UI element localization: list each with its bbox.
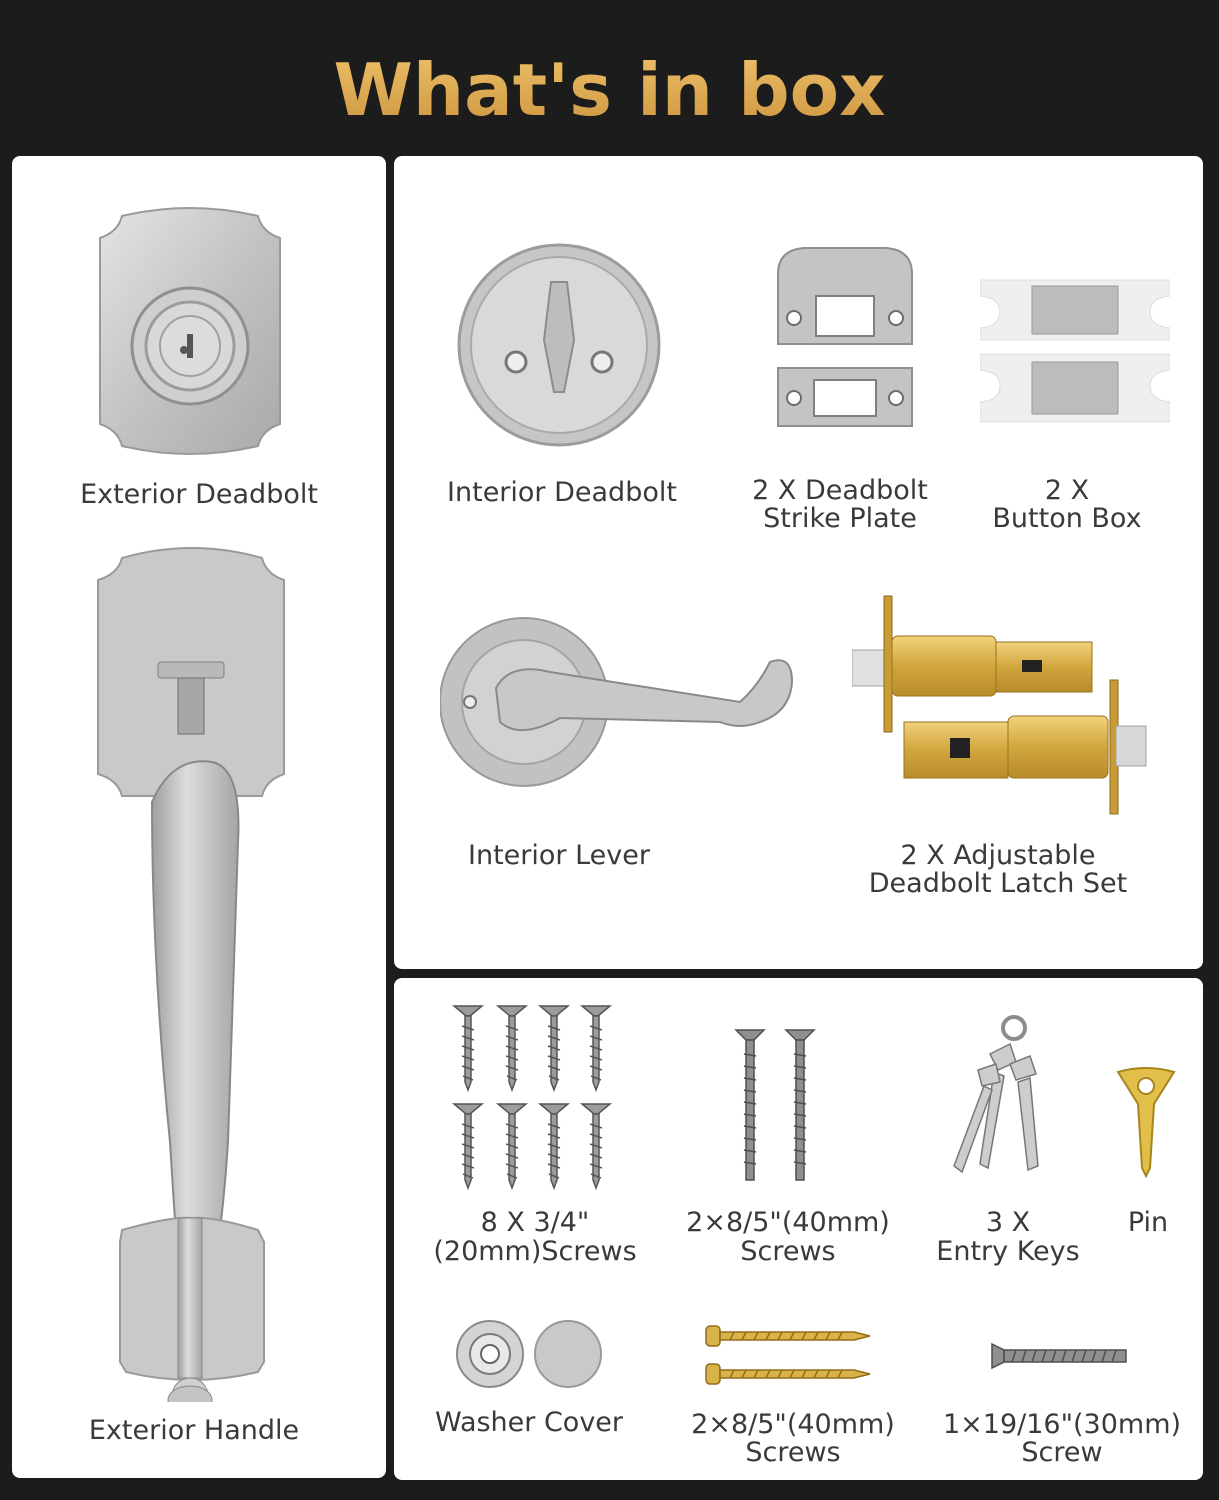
button-box-label-line2: Button Box xyxy=(992,503,1142,534)
long-screws-label-line1: 2×8/5"(40mm) xyxy=(686,1207,890,1238)
latch-set-image xyxy=(852,592,1152,818)
long-screws-label-line2: Screws xyxy=(740,1236,836,1267)
interior-lever-image xyxy=(440,612,802,792)
single-screw-image xyxy=(990,1340,1132,1372)
brass-screws-image xyxy=(704,1322,872,1390)
keys-label-line2: Entry Keys xyxy=(936,1236,1080,1267)
short-screws-image xyxy=(452,1002,622,1194)
brass-screws-label-line1: 2×8/5"(40mm) xyxy=(691,1409,895,1440)
exterior-handle-label: Exterior Handle xyxy=(88,1415,300,1446)
strike-plate-image xyxy=(774,244,916,432)
interior-deadbolt-label: Interior Deadbolt xyxy=(447,477,677,508)
exterior-handle-image xyxy=(92,542,292,1402)
single-screw-label-line2: Screw xyxy=(1021,1437,1103,1468)
pin-image xyxy=(1114,1064,1178,1180)
panel-exterior xyxy=(12,156,386,1478)
pin-label: Pin xyxy=(1127,1207,1169,1238)
brass-screws-label-line2: Screws xyxy=(745,1437,841,1468)
keys-image xyxy=(950,1014,1060,1182)
page-title: What's in box xyxy=(0,40,1219,140)
keys-label-line1: 3 X xyxy=(985,1207,1031,1238)
panel-hardware xyxy=(394,978,1203,1480)
button-box-image xyxy=(980,276,1170,426)
latch-set-label-line1: 2 X Adjustable xyxy=(900,840,1096,871)
exterior-deadbolt-image xyxy=(92,206,288,456)
strike-plate-label-line1: 2 X Deadbolt xyxy=(752,475,928,506)
short-screws-label-line2: (20mm)Screws xyxy=(433,1236,637,1267)
long-screws-image xyxy=(734,1024,822,1184)
interior-deadbolt-image xyxy=(456,242,662,448)
single-screw-label-line1: 1×19/16"(30mm) xyxy=(942,1409,1182,1440)
latch-set-label-line2: Deadbolt Latch Set xyxy=(868,868,1128,899)
short-screws-label-line1: 8 X 3/4" xyxy=(480,1207,590,1238)
washer-cover-image xyxy=(454,1318,604,1390)
panel-interior xyxy=(394,156,1203,969)
strike-plate-label-line2: Strike Plate xyxy=(763,503,917,534)
washer-cover-label: Washer Cover xyxy=(434,1407,624,1438)
exterior-deadbolt-label: Exterior Deadbolt xyxy=(80,479,318,510)
interior-lever-label: Interior Lever xyxy=(468,840,650,871)
button-box-label-line1: 2 X xyxy=(1044,475,1090,506)
